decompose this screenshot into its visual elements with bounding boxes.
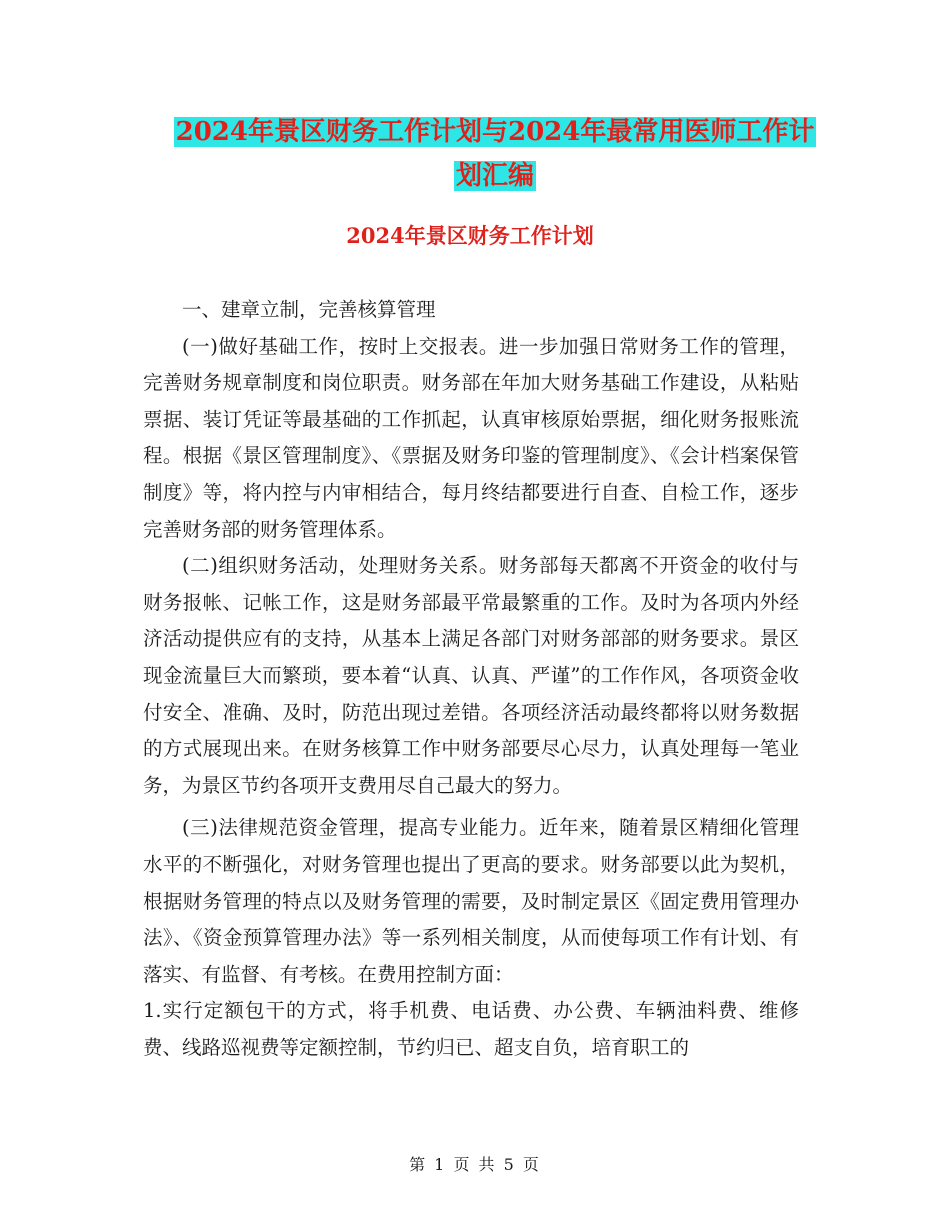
paragraph-2: (二)组织财务活动，处理财务关系。财务部每天都离不开资金的收付与财务报帐、记帐工作，这是财务部最平常最繁重的工作。及时为各项内外经济活动提供应有的支持，从基本上满足各部门对财务部部的财务要求。景区现金流量巨大而繁琐，要本着“认真、认真、严谨”的工作作风，各项资金收付安全、准确、及时，防范出现过差错。各项经济活动最终都将以财务数据的方式展现出来。在财务核算工作中财务部要尽心尽力，认真处理每一笔业务，为景区节约各项开支费用尽自己最大的努力。: [143, 554, 799, 797]
document-body: [143, 292, 799, 1066]
document-title: [150, 110, 840, 198]
document-title-line-1: 2024年景区财务工作计划与2024年最常用医师工作计: [175, 117, 815, 147]
paragraph-4: 1.实行定额包干的方式，将手机费、电话费、办公费、车辆油料费、维修费、线路巡视费等定额控制，节约归已、超支自负，培育职工的: [143, 999, 799, 1059]
section-title: 2024年景区财务工作计划: [346, 223, 594, 248]
paragraph-3: (三)法律规范资金管理，提高专业能力。近年来，随着景区精细化管理水平的不断强化，对财务管理也提出了更高的要求。财务部要以此为契机，根据财务管理的特点以及财务管理的需要，及时制定景区《固定费用管理办法》、《资金预算管理办法》等一系列相关制度，从而使每项工作有计划、有落实、有监督、有考核。在费用控制方面：: [143, 816, 799, 986]
page-footer: 第 1 页 共 5 页: [409, 1155, 541, 1174]
paragraph-1: (一)做好基础工作，按时上交报表。进一步加强日常财务工作的管理，完善财务规章制度和岗位职责。财务部在年加大财务基础工作建设，从粘贴票据、装订凭证等最基础的工作抓起，认真审核原始票据，细化财务报账流程。根据《景区管理制度》、《票据及财务印鉴的管理制度》、《会计档案保管制度》等，将内控与内审相结合，每月终结都要进行自查、自检工作，逐步完善财务部的财务管理体系。: [143, 334, 799, 541]
document-title-line-2: 划汇编: [455, 161, 534, 191]
paragraph-heading-1: 一、建章立制，完善核算管理: [182, 298, 436, 321]
